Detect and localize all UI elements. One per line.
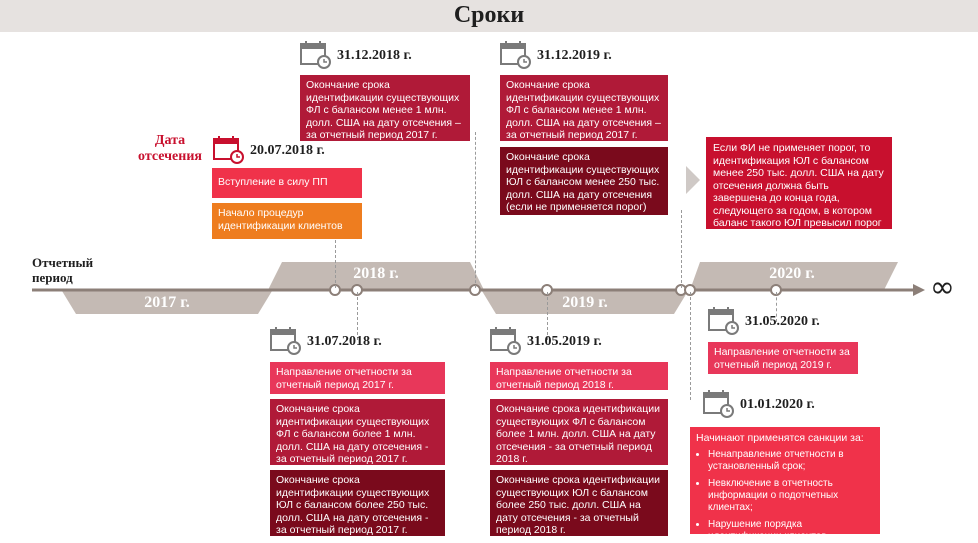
calendar-icon xyxy=(490,326,522,356)
year-2020-label: 2020 г. xyxy=(769,265,815,282)
calendar-icon xyxy=(703,389,735,419)
connector-31122018 xyxy=(475,132,476,288)
calendar-icon xyxy=(213,135,245,165)
box-fl-2018: Окончание срока идентификации существующих ФЛ с балансом менее 1 млн. долл. США на дату отсечения – за отчетный период 2017 г. xyxy=(300,75,470,141)
connector-01012020 xyxy=(690,292,691,400)
cutoff-label: Дата отсечения xyxy=(138,133,202,164)
sanction-item: • Ненаправление отчетности в установленный срок; xyxy=(708,449,874,473)
box-fl-big-2018: Окончание срока идентификации существующих ФЛ с балансом более 1 млн. долл. США на дату отсечения - за отчетный период 2018 г. xyxy=(490,399,668,465)
box-fl-big-2017: Окончание срока идентификации существующих ФЛ с балансом более 1 млн. долл. США на дату отсечения - за отчетный период 2017 г. xyxy=(270,399,445,465)
year-2017-label: 2017 г. xyxy=(144,294,190,311)
sanctions-title: Начинают применятся санкции за: xyxy=(696,432,864,444)
date-31052020: 31.05.2020 г. xyxy=(745,314,820,329)
sanction-item: • Невключение в отчетность информации о подотчетных клиентах; xyxy=(708,478,874,514)
box-ul-2019: Окончание срока идентификации существующих ЮЛ с балансом менее 250 тыс. долл. США на дату отсечения (если не применяется порог) xyxy=(500,147,668,215)
sanction-item: • Нарушение порядка идентификации клиентов xyxy=(708,519,874,543)
date-31052019: 31.05.2019 г. xyxy=(527,334,602,349)
axis-arrowhead xyxy=(913,284,925,296)
calendar-icon xyxy=(270,326,302,356)
pointer-arrow xyxy=(686,166,700,194)
date-20072018: 20.07.2018 г. xyxy=(250,143,325,158)
date-31072018: 31.07.2018 г. xyxy=(307,334,382,349)
date-31122019: 31.12.2019 г. xyxy=(537,48,612,63)
infinity-symbol: ∞ xyxy=(930,270,955,305)
box-report-2017: Направление отчетности за отчетный период 2017 г. xyxy=(270,362,445,394)
date-31122018: 31.12.2018 г. xyxy=(337,48,412,63)
axis-label: Отчетный период xyxy=(32,255,94,285)
box-ul-big-2018: Окончание срока идентификации существующих ЮЛ с балансом более 250 тыс. долл. США на дату отсечения - за отчетный период 2018 г. xyxy=(490,470,668,536)
connector-31072018 xyxy=(357,292,358,340)
page-title: Сроки xyxy=(453,2,525,28)
box-report-2018: Направление отчетности за отчетный период 2018 г. xyxy=(490,362,668,390)
calendar-icon xyxy=(300,40,332,70)
box-threshold-note: Если ФИ не применяет порог, то идентификация ЮЛ с балансом менее 250 тыс. долл. США на дату отсечения должна быть завершена до конца года, следующего за годом, в котором баланс такого ЮЛ превысил порог xyxy=(706,137,892,229)
box-start-procedures: Начало процедур идентификации клиентов xyxy=(212,203,362,239)
box-ul-big-2017: Окончание срока идентификации существующих ЮЛ с балансом более 250 тыс. долл. США на дату отсечения - за отчетный период 2017 г. xyxy=(270,470,445,536)
box-report-2019: Направление отчетности за отчетный период 2019 г. xyxy=(708,342,858,374)
box-fl-2019: Окончание срока идентификации существующих ФЛ с балансом менее 1 млн. долл. США на дату отсечения – за отчетный период 2017 г. xyxy=(500,75,668,141)
connector-31122019 xyxy=(681,210,682,288)
year-2018-label: 2018 г. xyxy=(353,265,399,282)
year-2019-label: 2019 г. xyxy=(562,294,608,311)
calendar-icon xyxy=(708,306,740,336)
date-01012020: 01.01.2020 г. xyxy=(740,397,815,412)
calendar-icon xyxy=(500,40,532,70)
box-entry-into-force: Вступление в силу ПП xyxy=(212,168,362,198)
sanctions-list xyxy=(696,449,874,543)
box-sanctions xyxy=(690,427,880,542)
